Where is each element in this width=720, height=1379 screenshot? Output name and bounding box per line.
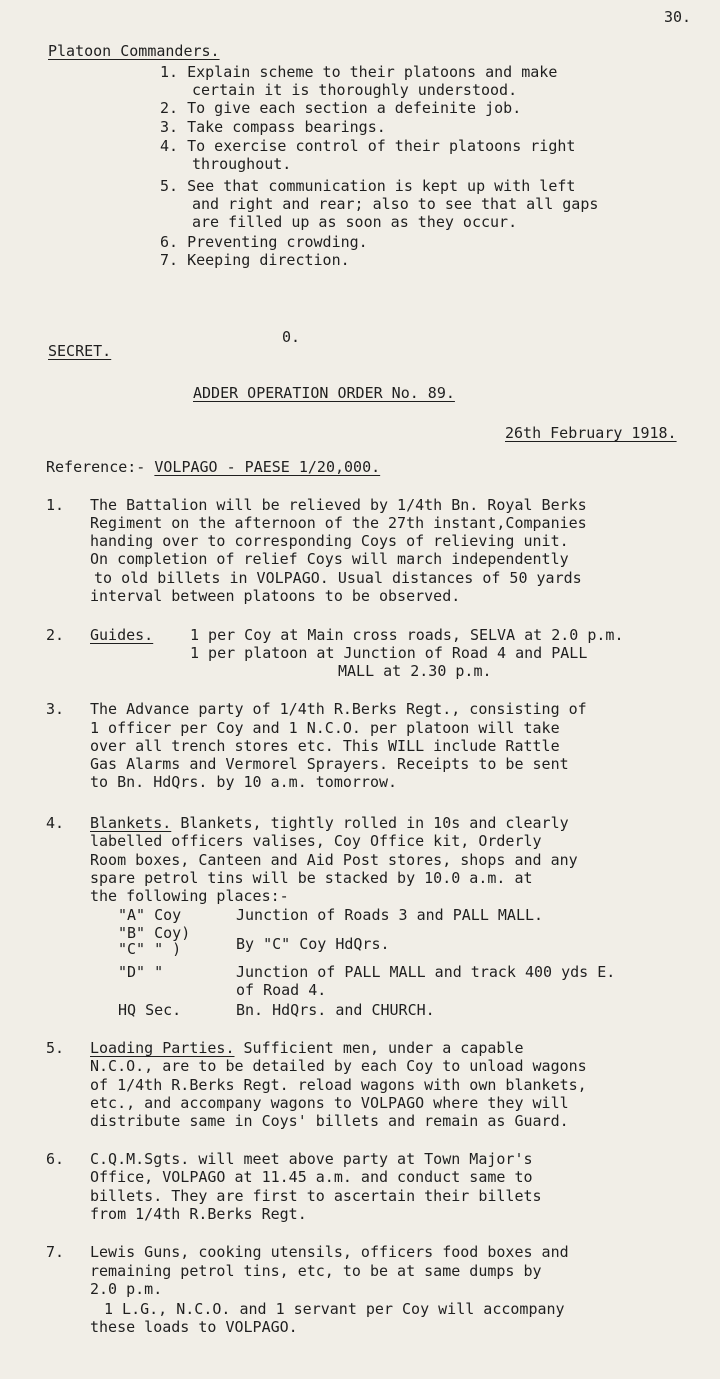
- reference-label: Reference:-: [46, 458, 146, 476]
- paragraph-heading: Guides.: [90, 626, 154, 644]
- paragraph-line: 1 per platoon at Junction of Road 4 and PALL: [190, 644, 588, 662]
- paragraph-first-line: Blankets. Blankets, tightly rolled in 10s and clearly: [90, 814, 569, 832]
- reference-line: [46, 458, 380, 476]
- platoon-heading: Platoon Commanders.: [48, 42, 220, 60]
- paragraph-line: 2.0 p.m.: [90, 1280, 163, 1298]
- paragraph-number: 6.: [46, 1150, 65, 1168]
- list-item: 7. Keeping direction.: [160, 251, 350, 269]
- paragraph-line: N.C.O., are to be detailed by each Coy to unload wagons: [90, 1057, 587, 1075]
- paragraph-line: remaining petrol tins, etc, to be at same dumps by: [90, 1262, 542, 1280]
- order-date: 26th February 1918.: [505, 424, 677, 442]
- list-item-cont: throughout.: [192, 155, 292, 173]
- secret-label: SECRET.: [48, 342, 112, 360]
- paragraph-line: spare petrol tins will be stacked by 10.0 a.m. at: [90, 869, 533, 887]
- list-item-cont: and right and rear; also to see that all gaps: [192, 195, 599, 213]
- paragraph-number: 2.: [46, 626, 65, 644]
- list-item: 4. To exercise control of their platoons right: [160, 137, 576, 155]
- place-location: Junction of PALL MALL and track 400 yds E.: [236, 963, 616, 981]
- paragraph-line: Room boxes, Canteen and Aid Post stores, shops and any: [90, 851, 578, 869]
- list-item: 6. Preventing crowding.: [160, 233, 368, 251]
- paragraph-line: Regiment on the afternoon of the 27th instant,Companies: [90, 514, 587, 532]
- paragraph-line: the following places:-: [90, 887, 289, 905]
- paragraph-number: 1.: [46, 496, 65, 514]
- paragraph-line: The Battalion will be relieved by 1/4th Bn. Royal Berks: [90, 496, 587, 514]
- paragraph-line: labelled officers valises, Coy Office kit, Orderly: [90, 832, 542, 850]
- paragraph-line: The Advance party of 1/4th R.Berks Regt., consisting of: [90, 700, 587, 718]
- paragraph-number: 4.: [46, 814, 65, 832]
- paragraph-line: 1 officer per Coy and 1 N.C.O. per platoon will take: [90, 719, 560, 737]
- paragraph-number: 7.: [46, 1243, 65, 1261]
- list-item: 3. Take compass bearings.: [160, 118, 386, 136]
- paragraph-line: Gas Alarms and Vermorel Sprayers. Receipts to be sent: [90, 755, 569, 773]
- list-item-cont: certain it is thoroughly understood.: [192, 81, 518, 99]
- paragraph-first-line: Loading Parties. Sufficient men, under a capable: [90, 1039, 524, 1057]
- paragraph-line: interval between platoons to be observed.: [90, 587, 461, 605]
- paragraph-line: C.Q.M.Sgts. will meet above party at Town Major's: [90, 1150, 533, 1168]
- paragraph-line: to Bn. HdQrs. by 10 a.m. tomorrow.: [90, 773, 398, 791]
- paragraph-line: MALL at 2.30 p.m.: [338, 662, 492, 680]
- list-item: 1. Explain scheme to their platoons and make: [160, 63, 558, 81]
- place-unit: HQ Sec.: [118, 1001, 182, 1019]
- paragraph-line: billets. They are first to ascertain their billets: [90, 1187, 542, 1205]
- place-unit: "C" " ): [118, 940, 182, 958]
- paragraph-number: 5.: [46, 1039, 65, 1057]
- order-title: ADDER OPERATION ORDER No. 89.: [193, 384, 455, 402]
- paragraph-line: these loads to VOLPAGO.: [90, 1318, 298, 1336]
- separator-mark: 0.: [282, 328, 301, 346]
- page-number: 30.: [664, 8, 692, 26]
- list-item: 5. See that communication is kept up with left: [160, 177, 576, 195]
- place-location: Junction of Roads 3 and PALL MALL.: [236, 906, 544, 924]
- paragraph-line: Lewis Guns, cooking utensils, officers food boxes and: [90, 1243, 569, 1261]
- paragraph-line: On completion of relief Coys will march independently: [90, 550, 569, 568]
- paragraph-line: handing over to corresponding Coys of relieving unit.: [90, 532, 569, 550]
- list-item: 2. To give each section a defeinite job.: [160, 99, 522, 117]
- paragraph-line: Office, VOLPAGO at 11.45 a.m. and conduct same to: [90, 1168, 533, 1186]
- paragraph-line: over all trench stores etc. This WILL include Rattle: [90, 737, 560, 755]
- paragraph-line: distribute same in Coys' billets and remain as Guard.: [90, 1112, 569, 1130]
- place-unit: "A" Coy: [118, 906, 182, 924]
- paragraph-line: from 1/4th R.Berks Regt.: [90, 1205, 307, 1223]
- paragraph-line: etc., and accompany wagons to VOLPAGO where they will: [90, 1094, 569, 1112]
- paragraph-line: to old billets in VOLPAGO. Usual distances of 50 yards: [94, 569, 582, 587]
- place-location: Bn. HdQrs. and CHURCH.: [236, 1001, 435, 1019]
- place-unit: "B" Coy): [118, 924, 191, 942]
- place-location: By "C" Coy HdQrs.: [236, 935, 390, 953]
- reference-value: VOLPAGO - PAESE 1/20,000.: [154, 458, 381, 476]
- place-location: of Road 4.: [236, 981, 327, 999]
- paragraph-line: 1 L.G., N.C.O. and 1 servant per Coy will accompany: [104, 1300, 565, 1318]
- paragraph-line: 1 per Coy at Main cross roads, SELVA at 2.0 p.m.: [190, 626, 624, 644]
- paragraph-number: 3.: [46, 700, 65, 718]
- list-item-cont: are filled up as soon as they occur.: [192, 213, 518, 231]
- place-unit: "D" ": [118, 963, 164, 981]
- paragraph-line: of 1/4th R.Berks Regt. reload wagons with own blankets,: [90, 1076, 587, 1094]
